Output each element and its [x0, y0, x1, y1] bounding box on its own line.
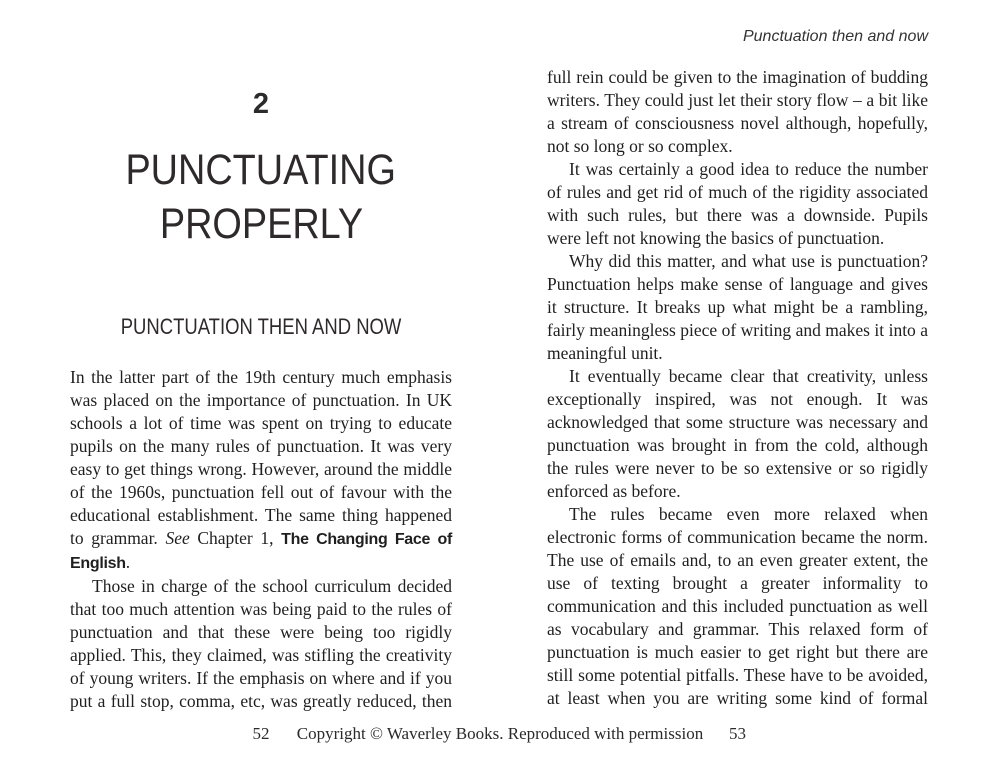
paragraph-why-matter: Why did this matter, and what use is punctuation? Punctuation helps make sense of language and gives it structure. It breaks up what might be a rambling, fairly meaningless piece of writing and makes it into a meaningful unit.: [547, 251, 928, 363]
paragraph-intro-period: .: [125, 552, 131, 572]
chapter-title-line2: PROPERLY: [159, 200, 363, 248]
chapter-cross-reference: The Changing Face of English: [70, 531, 453, 572]
paragraph-good-idea: It was certainly a good idea to reduce the number of rules and get rid of much of the rigidity associated with such rules, but there was a downside. Pupils were left not knowing the basics of punctuation.: [547, 159, 928, 248]
copyright-notice: Copyright © Waverley Books. Reproduced with permission: [296, 724, 704, 743]
section-heading: [70, 314, 452, 340]
page-number-left: 52: [252, 724, 270, 743]
see-reference-italic: See: [165, 528, 190, 548]
page-left: [70, 0, 452, 782]
paragraph-continuation: full rein could be given to the imagination of budding writers. They could just let their story flow – a bit like a stream of consciousness novel although, hopefully, not so long or so complex.: [547, 67, 928, 156]
chapter-title: [70, 143, 452, 251]
page-number-right: 53: [729, 724, 746, 743]
page-right: [547, 0, 928, 782]
paragraph-intro-text: In the latter part of the 19th century much emphasis was placed on the importance of punctuation. In UK schools a lot of time was spent on trying to educate pupils on the many rules of punctuation. It was very easy to get things wrong. However, around the middle of the 1960s, punctuation fell out of favour with the educational establishment. The same thing happened to grammar.: [70, 367, 452, 548]
section-heading-text: PUNCTUATION THEN AND NOW: [120, 314, 402, 339]
left-page-body: [70, 366, 452, 713]
paragraph-creativity: It eventually became clear that creativity, unless exceptionally inspired, was not enough. It was acknowledged that some structure was necessary and punctuation was brought in from the cold, although the rules were never to be so extensive or so rigidly enforced as before.: [547, 366, 928, 501]
paragraph-intro-text2: Chapter 1,: [189, 528, 282, 548]
chapter-number: 2: [252, 88, 270, 120]
running-head: Punctuation then and now: [742, 28, 928, 45]
paragraph-relaxed-rules: The rules became even more relaxed when electronic forms of communication became the norm. The use of emails and, to an even greater extent, the use of texting brought a greater informality to communication and this included punctuation as well as vocabulary and grammar. This relaxed form of punctuation is much easier to get right but there are still some potential pitfalls. These have to be avoided, at least when you are writing some kind of formal: [547, 504, 928, 708]
right-page-body: [547, 66, 928, 710]
paragraph-intro: [70, 366, 452, 575]
paragraph-curriculum: Those in charge of the school curriculum decided that too much attention was being paid to the rules of punctuation and that these were being too rigidly applied. This, they claimed, was stifling the creativity of young writers. If the emphasis on where and if you put a full stop, comma, etc, was greatly reduced, then: [70, 576, 452, 711]
chapter-title-line1: PUNCTUATING: [125, 146, 397, 194]
